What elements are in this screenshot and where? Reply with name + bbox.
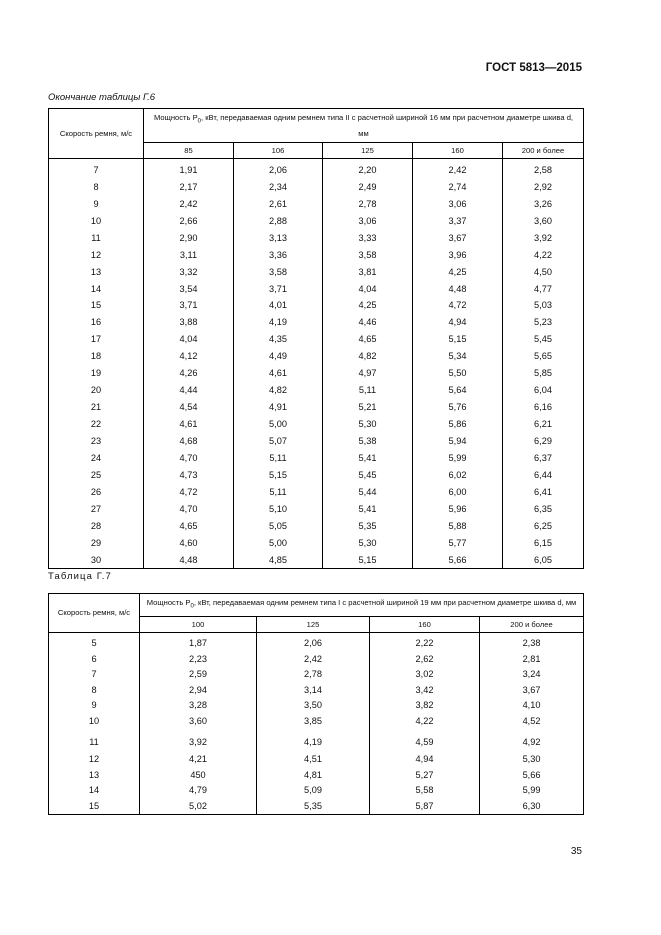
table-g7-title: Таблица Г.7 [48, 571, 112, 582]
power-cell: 3,02 [370, 667, 480, 683]
table-row [49, 399, 584, 416]
speed-cell: 13 [49, 263, 144, 280]
speed-cell: 17 [49, 331, 144, 348]
diameter-column-header: 160 [370, 616, 480, 632]
speed-cell: 27 [49, 500, 144, 517]
power-cell: 5,11 [323, 382, 413, 399]
power-cell: 4,10 [480, 698, 584, 714]
speed-cell: 21 [49, 399, 144, 416]
power-cell: 5,35 [323, 517, 413, 534]
speed-cell: 10 [49, 713, 140, 729]
power-cell: 2,22 [370, 632, 480, 651]
power-cell: 4,22 [370, 713, 480, 729]
table-g6 [48, 108, 584, 569]
speed-cell: 12 [49, 246, 144, 263]
speed-cell: 13 [49, 767, 140, 783]
power-cell: 4,60 [144, 534, 234, 551]
power-cell: 2,66 [144, 212, 234, 229]
speed-cell: 9 [49, 195, 144, 212]
power-cell: 2,06 [234, 158, 323, 178]
power-cell: 6,41 [503, 483, 584, 500]
power-cell: 4,81 [257, 767, 370, 783]
power-cell: 5,35 [257, 798, 370, 814]
speed-cell: 14 [49, 783, 140, 799]
power-cell: 450 [140, 767, 257, 783]
speed-cell: 24 [49, 449, 144, 466]
power-cell: 2,94 [140, 682, 257, 698]
power-cell: 3,24 [480, 667, 584, 683]
power-cell: 5,00 [234, 416, 323, 433]
power-cell: 2,49 [323, 178, 413, 195]
table-row [49, 433, 584, 450]
power-cell: 2,59 [140, 667, 257, 683]
power-cell: 4,72 [413, 297, 503, 314]
table-row [49, 551, 584, 568]
power-cell: 5,94 [413, 433, 503, 450]
power-cell: 3,14 [257, 682, 370, 698]
power-cell: 5,99 [413, 449, 503, 466]
power-cell: 5,58 [370, 783, 480, 799]
power-cell: 2,62 [370, 651, 480, 667]
table-row [49, 651, 584, 667]
power-cell: 4,61 [144, 416, 234, 433]
power-cell: 3,11 [144, 246, 234, 263]
power-cell: 4,48 [413, 280, 503, 297]
diameter-column-header: 85 [144, 142, 234, 158]
power-cell: 3,81 [323, 263, 413, 280]
power-cell: 5,45 [323, 466, 413, 483]
diameter-column-header: 200 и более [480, 616, 584, 632]
table-row [49, 783, 584, 799]
power-cell: 4,19 [257, 729, 370, 752]
power-cell: 4,70 [144, 449, 234, 466]
power-cell: 4,25 [323, 297, 413, 314]
power-cell: 6,44 [503, 466, 584, 483]
power-cell: 3,06 [323, 212, 413, 229]
speed-cell: 12 [49, 752, 140, 768]
power-cell: 3,82 [370, 698, 480, 714]
speed-cell: 7 [49, 158, 144, 178]
table-row [49, 314, 584, 331]
power-cell: 4,46 [323, 314, 413, 331]
table-continuation-title: Окончание таблицы Г.6 [48, 92, 156, 103]
power-cell: 4,82 [323, 348, 413, 365]
speed-cell: 23 [49, 433, 144, 450]
document-id: ГОСТ 5813—2015 [485, 62, 582, 74]
power-cell: 3,33 [323, 229, 413, 246]
power-cell: 2,42 [413, 158, 503, 178]
diameter-column-header: 200 и более [503, 142, 584, 158]
power-cell: 6,02 [413, 466, 503, 483]
power-column-header: Мощность $P_0$, кВт, передаваемая одним ремнем типа I с расчетной шириной 19 мм при расчетном диаметре шкива d, мм [140, 594, 584, 617]
diameter-column-header: 100 [140, 616, 257, 632]
table-row [49, 263, 584, 280]
power-cell: 2,06 [257, 632, 370, 651]
power-cell: 1,87 [140, 632, 257, 651]
power-cell: 6,21 [503, 416, 584, 433]
power-cell: 4,22 [503, 246, 584, 263]
power-cell: 3,92 [140, 729, 257, 752]
power-cell: 5,27 [370, 767, 480, 783]
power-cell: 2,34 [234, 178, 323, 195]
table-row [49, 382, 584, 399]
diameter-column-header: 125 [257, 616, 370, 632]
power-cell: 4,73 [144, 466, 234, 483]
power-cell: 5,07 [234, 433, 323, 450]
power-cell: 5,03 [503, 297, 584, 314]
table-row [49, 158, 584, 178]
table-g7 [48, 593, 584, 815]
power-cell: 4,91 [234, 399, 323, 416]
power-cell: 4,82 [234, 382, 323, 399]
table-row [49, 500, 584, 517]
speed-cell: 16 [49, 314, 144, 331]
power-cell: 5,15 [234, 466, 323, 483]
power-cell: 4,59 [370, 729, 480, 752]
power-cell: 5,02 [140, 798, 257, 814]
power-cell: 2,58 [503, 158, 584, 178]
speed-cell: 8 [49, 178, 144, 195]
power-cell: 4,94 [370, 752, 480, 768]
table-row [49, 365, 584, 382]
table-row [49, 416, 584, 433]
power-cell: 4,72 [144, 483, 234, 500]
power-cell: 4,04 [144, 331, 234, 348]
power-cell: 5,99 [480, 783, 584, 799]
power-cell: 3,37 [413, 212, 503, 229]
power-cell: 5,15 [413, 331, 503, 348]
power-cell: 3,58 [323, 246, 413, 263]
table-row [49, 195, 584, 212]
power-cell: 4,77 [503, 280, 584, 297]
power-cell: 4,50 [503, 263, 584, 280]
power-cell: 3,60 [503, 212, 584, 229]
power-cell: 2,20 [323, 158, 413, 178]
power-cell: 3,54 [144, 280, 234, 297]
power-cell: 5,45 [503, 331, 584, 348]
speed-cell: 15 [49, 297, 144, 314]
power-cell: 4,97 [323, 365, 413, 382]
speed-cell: 14 [49, 280, 144, 297]
table-row [49, 466, 584, 483]
power-cell: 3,50 [257, 698, 370, 714]
power-cell: 2,23 [140, 651, 257, 667]
power-cell: 5,88 [413, 517, 503, 534]
power-cell: 2,74 [413, 178, 503, 195]
power-cell: 6,37 [503, 449, 584, 466]
power-column-header: Мощность $P_0$, кВт, передаваемая одним ремнем типа II с расчетной шириной 16 мм при расчетном диаметре шкива d, мм [144, 109, 584, 143]
power-cell: 4,94 [413, 314, 503, 331]
power-cell: 3,58 [234, 263, 323, 280]
power-cell: 2,81 [480, 651, 584, 667]
power-cell: 2,88 [234, 212, 323, 229]
power-cell: 6,05 [503, 551, 584, 568]
power-cell: 5,09 [257, 783, 370, 799]
speed-cell: 6 [49, 651, 140, 667]
power-cell: 5,64 [413, 382, 503, 399]
power-cell: 4,44 [144, 382, 234, 399]
speed-cell: 30 [49, 551, 144, 568]
table-row [49, 729, 584, 752]
power-cell: 5,41 [323, 449, 413, 466]
power-cell: 5,85 [503, 365, 584, 382]
power-cell: 4,35 [234, 331, 323, 348]
table-row [49, 632, 584, 651]
power-cell: 3,42 [370, 682, 480, 698]
power-cell: 4,19 [234, 314, 323, 331]
power-cell: 5,21 [323, 399, 413, 416]
power-cell: 5,87 [370, 798, 480, 814]
power-cell: 5,10 [234, 500, 323, 517]
power-cell: 5,44 [323, 483, 413, 500]
power-cell: 4,92 [480, 729, 584, 752]
power-cell: 3,28 [140, 698, 257, 714]
page-number: 35 [570, 846, 582, 857]
speed-cell: 19 [49, 365, 144, 382]
power-cell: 5,86 [413, 416, 503, 433]
speed-cell: 10 [49, 212, 144, 229]
power-cell: 1,91 [144, 158, 234, 178]
power-cell: 5,96 [413, 500, 503, 517]
power-cell: 5,66 [413, 551, 503, 568]
power-cell: 6,15 [503, 534, 584, 551]
power-cell: 4,12 [144, 348, 234, 365]
table-row [49, 280, 584, 297]
power-cell: 4,65 [144, 517, 234, 534]
speed-column-header: Скорость ремня, м/с [49, 109, 144, 159]
speed-cell: 18 [49, 348, 144, 365]
power-cell: 4,21 [140, 752, 257, 768]
power-cell: 4,04 [323, 280, 413, 297]
speed-cell: 5 [49, 632, 140, 651]
power-cell: 4,26 [144, 365, 234, 382]
table-row [49, 698, 584, 714]
power-cell: 5,00 [234, 534, 323, 551]
speed-cell: 7 [49, 667, 140, 683]
power-cell: 2,42 [257, 651, 370, 667]
power-cell: 4,68 [144, 433, 234, 450]
table-row [49, 483, 584, 500]
table-row [49, 517, 584, 534]
table-row [49, 713, 584, 729]
power-cell: 3,67 [413, 229, 503, 246]
power-cell: 3,13 [234, 229, 323, 246]
power-cell: 4,70 [144, 500, 234, 517]
power-cell: 6,16 [503, 399, 584, 416]
speed-cell: 28 [49, 517, 144, 534]
power-cell: 4,51 [257, 752, 370, 768]
power-cell: 6,35 [503, 500, 584, 517]
power-cell: 5,77 [413, 534, 503, 551]
power-cell: 4,48 [144, 551, 234, 568]
speed-cell: 26 [49, 483, 144, 500]
table-row [49, 449, 584, 466]
table-row [49, 798, 584, 814]
table-row [49, 297, 584, 314]
power-cell: 2,61 [234, 195, 323, 212]
power-cell: 6,25 [503, 517, 584, 534]
table-row [49, 348, 584, 365]
diameter-column-header: 160 [413, 142, 503, 158]
power-cell: 5,76 [413, 399, 503, 416]
power-cell: 4,25 [413, 263, 503, 280]
power-cell: 5,15 [323, 551, 413, 568]
table-row [49, 752, 584, 768]
power-cell: 5,41 [323, 500, 413, 517]
speed-cell: 15 [49, 798, 140, 814]
power-cell: 6,30 [480, 798, 584, 814]
table-row [49, 667, 584, 683]
power-cell: 2,78 [257, 667, 370, 683]
power-cell: 2,92 [503, 178, 584, 195]
power-cell: 3,88 [144, 314, 234, 331]
power-cell: 4,52 [480, 713, 584, 729]
power-cell: 3,85 [257, 713, 370, 729]
power-cell: 4,01 [234, 297, 323, 314]
power-cell: 4,54 [144, 399, 234, 416]
speed-cell: 9 [49, 698, 140, 714]
power-cell: 3,32 [144, 263, 234, 280]
diameter-column-header: 125 [323, 142, 413, 158]
speed-cell: 11 [49, 229, 144, 246]
table-row [49, 246, 584, 263]
speed-column-header: Скорость ремня, м/с [49, 594, 140, 633]
speed-cell: 20 [49, 382, 144, 399]
table-row [49, 178, 584, 195]
table-row [49, 534, 584, 551]
speed-cell: 25 [49, 466, 144, 483]
power-cell: 5,11 [234, 449, 323, 466]
power-cell: 5,30 [480, 752, 584, 768]
power-cell: 3,96 [413, 246, 503, 263]
power-cell: 5,23 [503, 314, 584, 331]
power-cell: 4,65 [323, 331, 413, 348]
power-cell: 6,00 [413, 483, 503, 500]
power-cell: 4,79 [140, 783, 257, 799]
power-cell: 2,90 [144, 229, 234, 246]
power-cell: 5,34 [413, 348, 503, 365]
power-cell: 3,60 [140, 713, 257, 729]
power-cell: 3,71 [144, 297, 234, 314]
power-cell: 2,38 [480, 632, 584, 651]
table-row [49, 682, 584, 698]
power-cell: 3,26 [503, 195, 584, 212]
power-cell: 6,04 [503, 382, 584, 399]
power-cell: 2,17 [144, 178, 234, 195]
power-cell: 5,65 [503, 348, 584, 365]
speed-cell: 22 [49, 416, 144, 433]
speed-cell: 29 [49, 534, 144, 551]
power-cell: 5,38 [323, 433, 413, 450]
speed-cell: 11 [49, 729, 140, 752]
power-cell: 4,85 [234, 551, 323, 568]
speed-cell: 8 [49, 682, 140, 698]
power-cell: 3,71 [234, 280, 323, 297]
power-cell: 3,06 [413, 195, 503, 212]
power-cell: 5,50 [413, 365, 503, 382]
diameter-column-header: 106 [234, 142, 323, 158]
table-row [49, 331, 584, 348]
power-cell: 3,36 [234, 246, 323, 263]
power-cell: 5,30 [323, 416, 413, 433]
power-cell: 5,66 [480, 767, 584, 783]
power-cell: 4,49 [234, 348, 323, 365]
power-cell: 4,61 [234, 365, 323, 382]
power-cell: 6,29 [503, 433, 584, 450]
power-cell: 5,11 [234, 483, 323, 500]
power-cell: 3,92 [503, 229, 584, 246]
power-cell: 5,30 [323, 534, 413, 551]
power-cell: 2,78 [323, 195, 413, 212]
power-cell: 5,05 [234, 517, 323, 534]
power-cell: 3,67 [480, 682, 584, 698]
table-row [49, 229, 584, 246]
table-row [49, 767, 584, 783]
power-cell: 2,42 [144, 195, 234, 212]
table-row [49, 212, 584, 229]
